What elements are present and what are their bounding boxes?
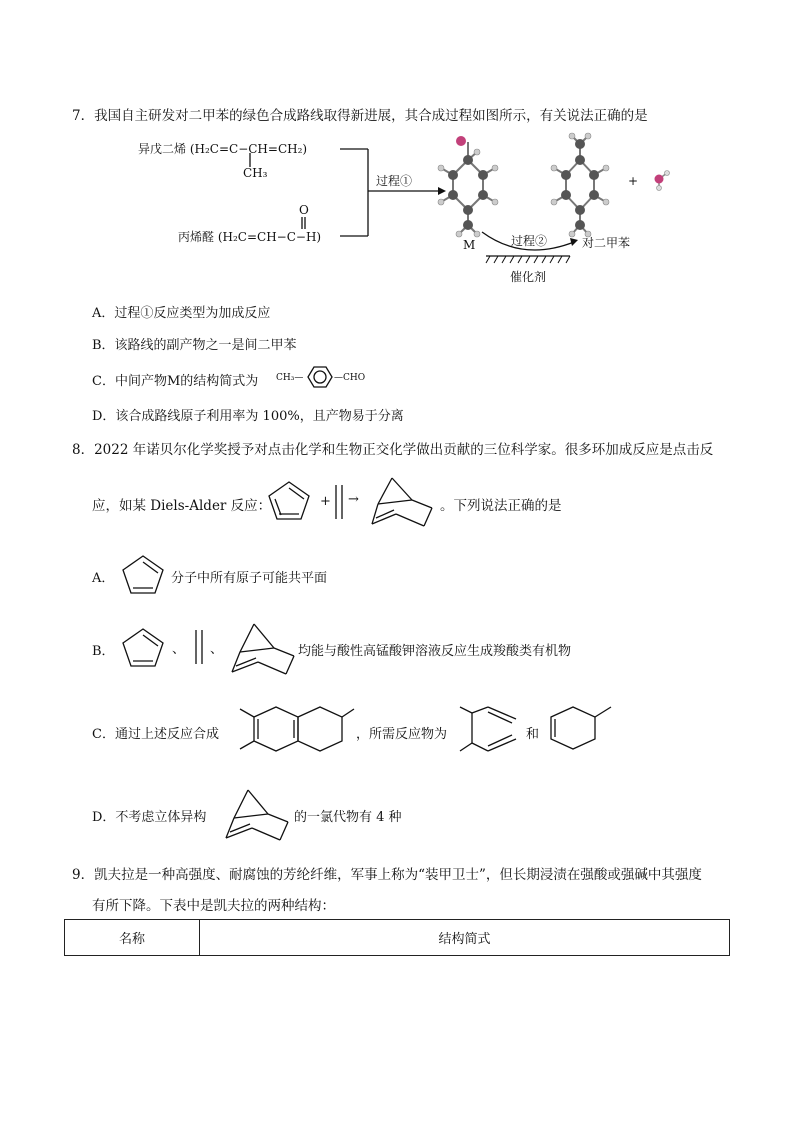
ch3-label: CH₃ xyxy=(243,166,268,180)
q7-option-b[interactable]: B．该路线的副产物之一是间二甲苯 xyxy=(92,338,297,353)
fused-bicyclic-structure xyxy=(234,705,354,755)
q8-option-d-text: 的一氯代物有 4 种 xyxy=(294,810,402,825)
q8-arrow: → xyxy=(348,492,359,507)
q8-stem: 8．2022 年诺贝尔化学奖授予对点击化学和生物正交化学做出贡献的三位科学家。很多环加成反应是点击反 xyxy=(72,442,714,458)
product-label: 对二甲苯 xyxy=(582,236,631,250)
methylcyclohexene-structure xyxy=(545,703,621,753)
q7-option-a[interactable]: A．过程①反应类型为加成反应 xyxy=(92,306,271,321)
process1-label: 过程① xyxy=(376,174,413,188)
process2-label: 过程② xyxy=(511,234,548,248)
q8-option-a-label[interactable]: A． xyxy=(92,571,115,586)
cyclopentadiene-structure xyxy=(264,479,314,523)
water-model xyxy=(650,168,674,192)
q7-option-d[interactable]: D．该合成路线原子利用率为 100%，且产物易于分离 xyxy=(92,409,404,424)
q8-plus: + xyxy=(320,494,331,509)
q7-option-c[interactable]: C．中间产物M的结构简式为 xyxy=(92,374,259,389)
molecule-m-model xyxy=(435,130,505,240)
m-label: M xyxy=(463,238,476,252)
cyclopentadiene-b-structure xyxy=(118,626,168,670)
catalyst-label: 催化剂 xyxy=(510,270,547,284)
q8-option-b-text: 均能与酸性高锰酸钾溶液反应生成羧酸类有机物 xyxy=(298,644,572,659)
isoprene-label: 异戊二烯 (H₂C=C−CH=CH₂) xyxy=(138,142,308,156)
q7-stem: 7．我国自主研发对二甲苯的绿色合成路线取得新进展，其合成过程如图所示，有关说法正确的是 xyxy=(72,108,648,124)
q8-option-a-text: 分子中所有原子可能共平面 xyxy=(171,571,328,586)
acrolein-label: 丙烯醛 (H₂C=CH−C−H) xyxy=(178,230,322,244)
c-right-group: —CHO xyxy=(334,373,366,383)
diene-reactant-structure xyxy=(458,705,524,755)
cyclopentadiene-a-structure xyxy=(118,553,168,597)
q8-option-c-label[interactable]: C．通过上述反应合成 xyxy=(92,727,219,742)
table-header-name: 名称 xyxy=(65,920,200,956)
q8-option-b-label[interactable]: B． xyxy=(92,644,115,659)
q9-stem-line2: 有所下降。下表中是凯夫拉的两种结构： xyxy=(92,898,335,914)
c-left-group: CH₃— xyxy=(276,373,304,383)
norbornene-b-structure xyxy=(228,620,298,676)
q8-option-c-mid: ，所需反应物为 xyxy=(356,727,448,742)
ethylene-structure xyxy=(333,485,345,521)
q8-stem-end: 。下列说法正确的是 xyxy=(440,498,562,514)
sep-2: 、 xyxy=(210,642,224,657)
o-label: O xyxy=(299,203,309,217)
norbornene-d-structure xyxy=(222,786,292,842)
norbornene-structure xyxy=(368,474,438,528)
table-row xyxy=(65,920,730,956)
ethylene-b-structure xyxy=(193,630,205,666)
q9-stem: 9．凯夫拉是一种高强度、耐腐蚀的芳纶纤维，军事上称为“装甲卫士”，但长期浸渍在强酸或强碱中其强度 xyxy=(72,867,702,883)
isoprene-bond xyxy=(249,153,251,169)
sep-1: 、 xyxy=(172,642,186,657)
plus-sign: + xyxy=(628,174,639,188)
q8-option-d-label[interactable]: D．不考虑立体异构 xyxy=(92,810,207,825)
q8-stem-line2: 应，如某 Diels-Alder 反应： xyxy=(92,498,272,514)
table-header-structure: 结构简式 xyxy=(200,920,730,956)
p-xylene-model xyxy=(550,130,620,240)
kevlar-structure-table xyxy=(64,919,730,956)
q8-option-c-and: 和 xyxy=(526,727,540,742)
catalyst-surface xyxy=(486,255,572,265)
